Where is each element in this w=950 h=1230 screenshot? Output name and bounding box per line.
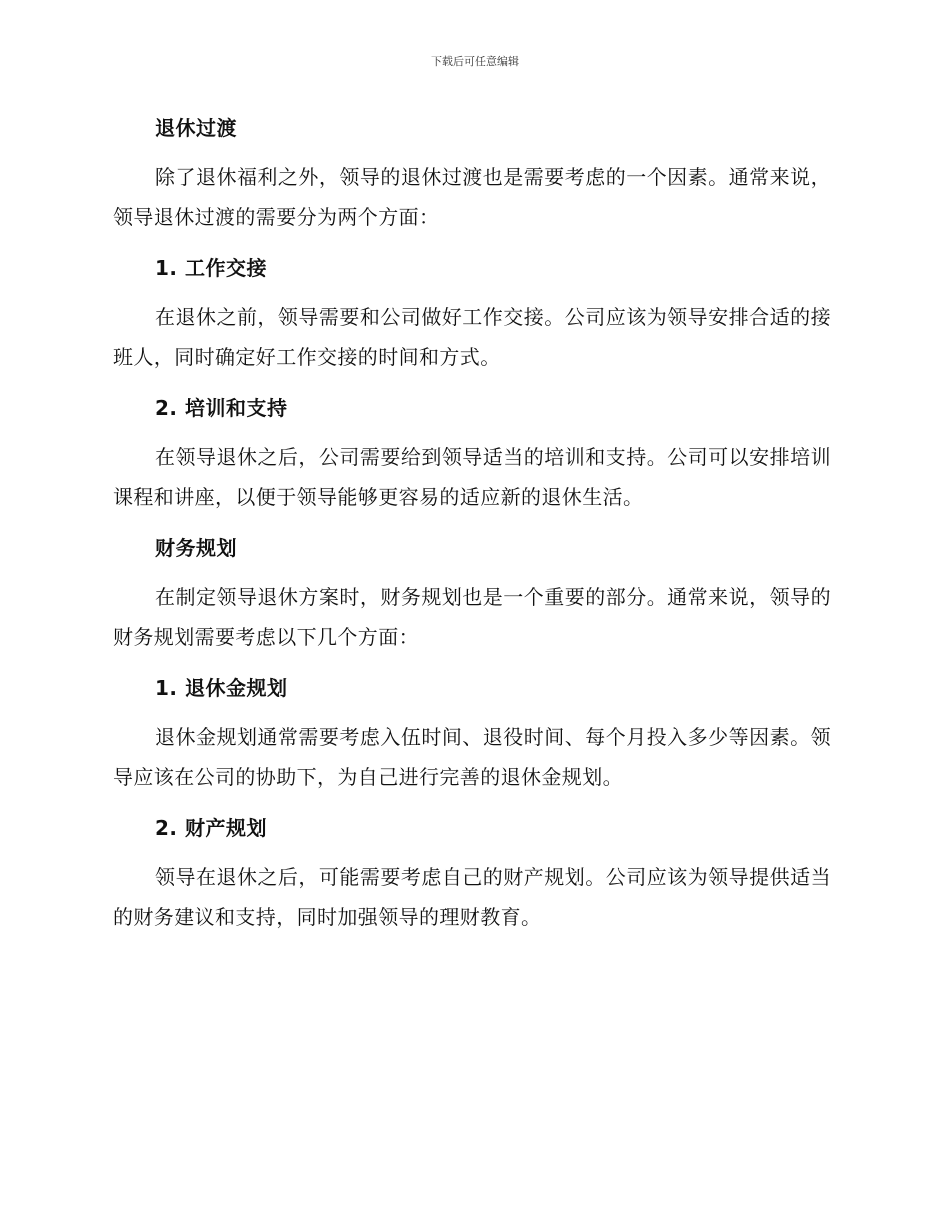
paragraph-financial-intro: 在制定领导退休方案时，财务规划也是一个重要的部分。通常来说，领导的财务规划需要考虑以下几个方面： [113, 585, 831, 649]
subheading-pension-planning: 1. 退休金规划 [155, 676, 288, 700]
section-heading-financial-planning: 财务规划 [155, 536, 237, 560]
subheading-work-handover: 1. 工作交接 [155, 256, 267, 280]
paragraph-property-planning: 领导在退休之后，可能需要考虑自己的财产规划。公司应该为领导提供适当的财务建议和支持，同时加强领导的理财教育。 [113, 865, 831, 929]
page-header-note: 下载后可任意编辑 [431, 55, 519, 68]
subheading-property-planning: 2. 财产规划 [155, 816, 267, 840]
document-body [113, 108, 831, 948]
subheading-training-support: 2. 培训和支持 [155, 396, 288, 420]
paragraph-pension-planning: 退休金规划通常需要考虑入伍时间、退役时间、每个月投入多少等因素。领导应该在公司的协助下，为自己进行完善的退休金规划。 [113, 725, 831, 789]
section-heading-retirement-transition: 退休过渡 [155, 116, 237, 140]
paragraph-transition-intro: 除了退休福利之外，领导的退休过渡也是需要考虑的一个因素。通常来说，领导退休过渡的需要分为两个方面： [113, 165, 831, 229]
paragraph-training-support: 在领导退休之后，公司需要给到领导适当的培训和支持。公司可以安排培训课程和讲座，以便于领导能够更容易的适应新的退休生活。 [113, 445, 831, 509]
paragraph-work-handover: 在退休之前，领导需要和公司做好工作交接。公司应该为领导安排合适的接班人，同时确定好工作交接的时间和方式。 [113, 305, 831, 369]
